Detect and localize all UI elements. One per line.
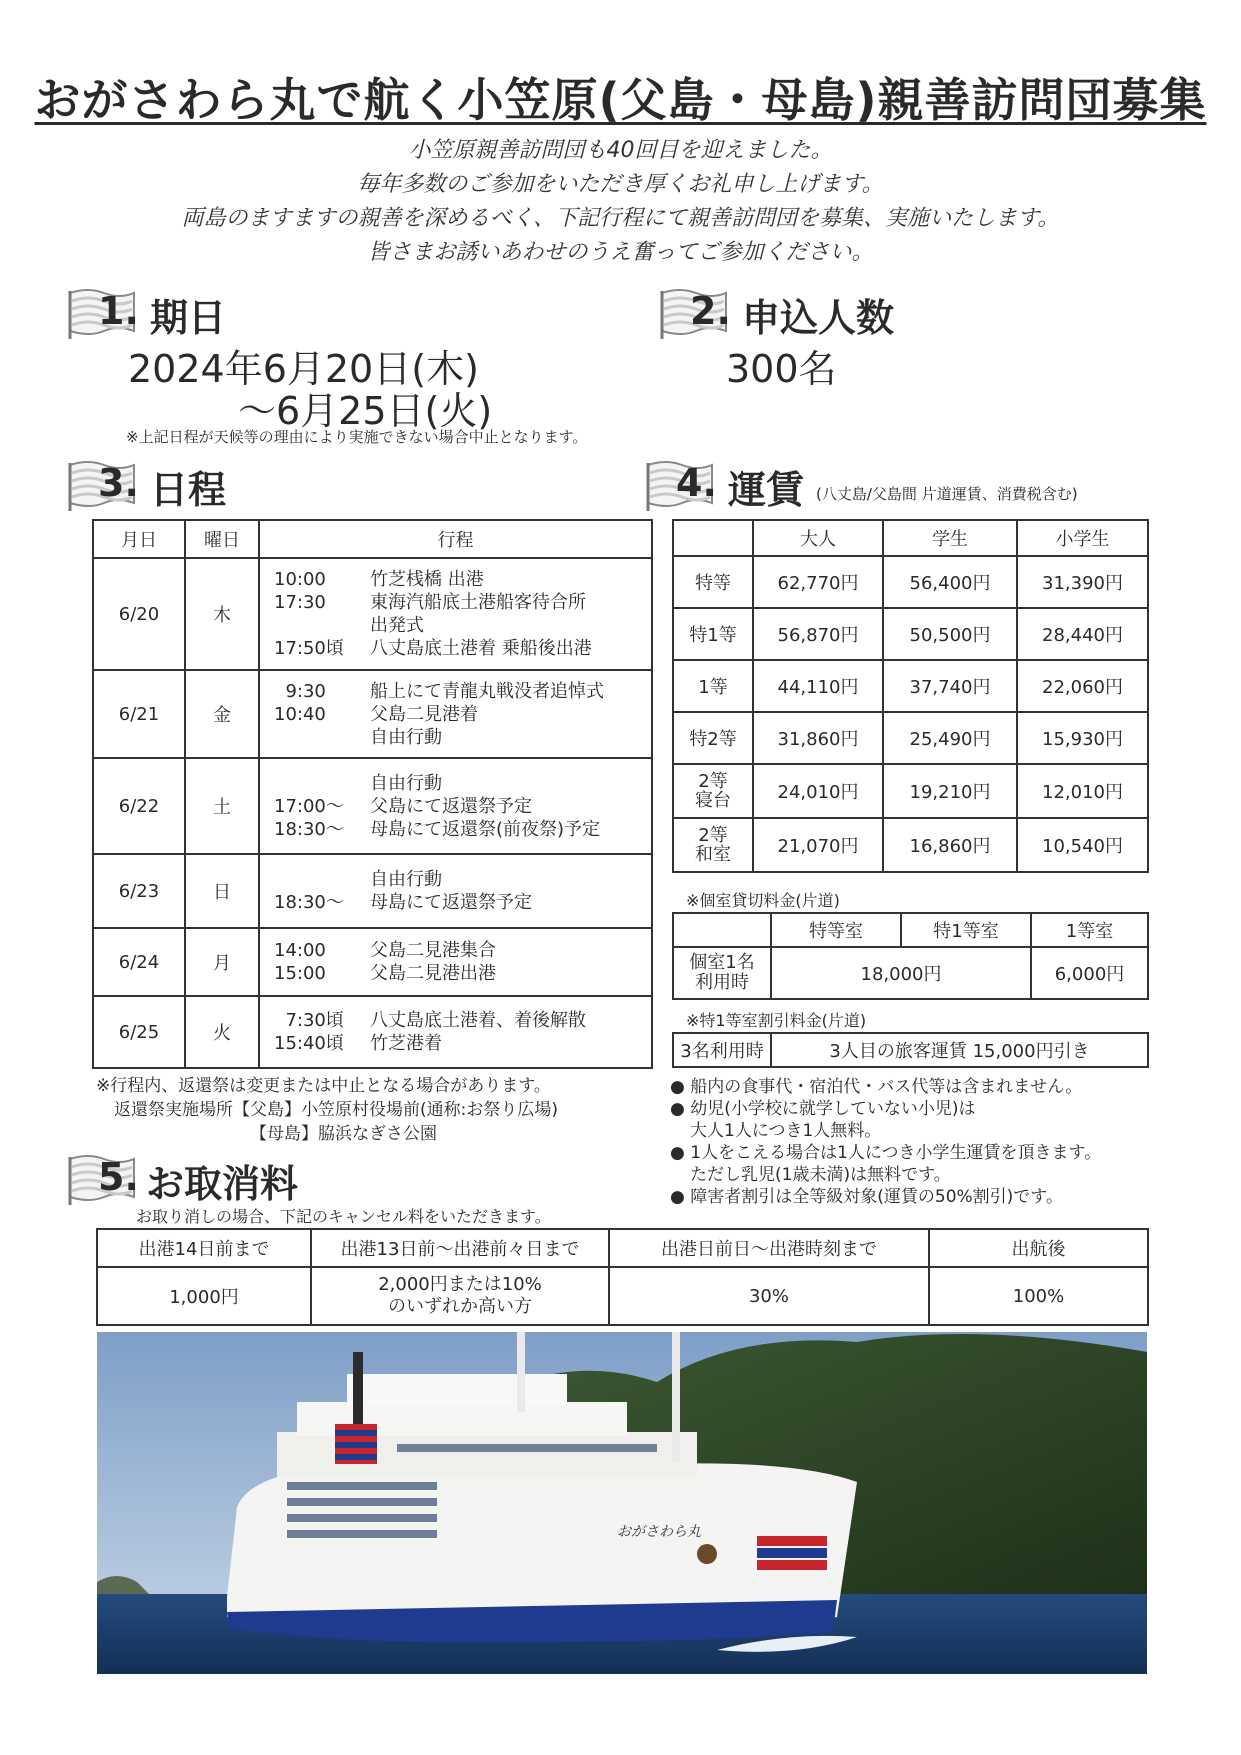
section-title: 日程 bbox=[150, 467, 227, 512]
section-number: 2. bbox=[690, 289, 731, 333]
bullet-text: 幼児(小学校に就学していない小児)は bbox=[690, 1099, 976, 1119]
flag-icon bbox=[68, 1153, 139, 1207]
item-desc: 船上にて青龍丸戦没者追悼式 bbox=[370, 680, 604, 702]
schedule-table bbox=[92, 519, 653, 1069]
discount-label: 3名利用時 bbox=[673, 1033, 771, 1067]
schedule-date: 6/23 bbox=[93, 854, 185, 928]
schedule-dow: 月 bbox=[185, 928, 259, 996]
private-value: 6,000円 bbox=[1031, 947, 1148, 999]
fare-value: 10,540円 bbox=[1017, 818, 1148, 872]
flag-icon bbox=[68, 287, 139, 341]
flag-icon bbox=[660, 287, 731, 341]
private-room-title: ※個室貸切料金(片道) bbox=[686, 891, 840, 910]
schedule-items bbox=[259, 758, 652, 854]
label-line: 個室1名 bbox=[689, 952, 755, 973]
fare-class: 1等 bbox=[673, 660, 753, 712]
item-desc: 東海汽船底土港船客待合所 bbox=[370, 592, 586, 613]
item-desc: 八丈島底土港着 乗船後出港 bbox=[370, 638, 592, 659]
table-row bbox=[93, 854, 652, 928]
table-header: 特等室 bbox=[771, 913, 901, 947]
fare-class: 特1等 bbox=[673, 608, 753, 660]
section-title: お取消料 bbox=[146, 1161, 299, 1206]
item-desc: 父島二見港着 bbox=[370, 703, 478, 725]
item-desc: 父島二見港出港 bbox=[370, 963, 496, 984]
ship-name-text: おがさわら丸 bbox=[617, 1524, 701, 1540]
fare-value: 56,400円 bbox=[883, 556, 1017, 608]
section-4-heading bbox=[646, 458, 1078, 514]
list-item: ● 1人をこえる場合は1人につき小学生運賃を頂きます。 ただし乳児(1歳未満)は無料です。 bbox=[670, 1143, 1102, 1185]
intro-text bbox=[0, 134, 1241, 270]
fare-value: 25,490円 bbox=[883, 712, 1017, 764]
private-row-label bbox=[673, 947, 771, 999]
fare-value: 16,860円 bbox=[883, 818, 1017, 872]
item-time bbox=[274, 614, 370, 637]
fare-class bbox=[673, 818, 753, 872]
fare-notes bbox=[670, 1076, 1101, 1208]
bullet-text: 障害者割引は全等級対象(運賃の50%割引)です。 bbox=[690, 1187, 1063, 1207]
item-time: 10:40 bbox=[274, 703, 326, 725]
item-time: 10:00 bbox=[274, 569, 326, 590]
cancel-note: お取り消しの場合、下記のキャンセル料をいただきます。 bbox=[136, 1207, 551, 1226]
fare-value: 50,500円 bbox=[883, 608, 1017, 660]
table-header: 1等室 bbox=[1031, 913, 1148, 947]
fare-value: 12,010円 bbox=[1017, 764, 1148, 818]
table-header: 小学生 bbox=[1017, 520, 1148, 556]
cancel-fee: 1,000円 bbox=[97, 1267, 311, 1325]
cancel-fee-line: 2,000円または10% bbox=[378, 1274, 542, 1295]
item-desc: 父島二見港集合 bbox=[370, 940, 496, 961]
item-time: 15:00 bbox=[274, 963, 326, 984]
table-header: 月日 bbox=[93, 520, 185, 558]
fare-value: 28,440円 bbox=[1017, 608, 1148, 660]
schedule-notes bbox=[96, 1074, 558, 1146]
item-time bbox=[274, 726, 370, 749]
table-header: 出港14日前まで bbox=[97, 1229, 311, 1267]
schedule-items bbox=[259, 854, 652, 928]
schedule-dow: 土 bbox=[185, 758, 259, 854]
table-row bbox=[93, 928, 652, 996]
schedule-date: 6/24 bbox=[93, 928, 185, 996]
section-number: 5. bbox=[98, 1155, 139, 1199]
fare-class: 特2等 bbox=[673, 712, 753, 764]
label-line: 利用時 bbox=[695, 972, 749, 993]
fare-value: 19,210円 bbox=[883, 764, 1017, 818]
table-row bbox=[673, 660, 1148, 712]
table-row bbox=[97, 1267, 1148, 1325]
fare-class-line: 2等 bbox=[698, 771, 728, 792]
item-desc: 出発式 bbox=[370, 615, 424, 636]
item-time: 15:40頃 bbox=[274, 1033, 344, 1054]
section-5-heading bbox=[68, 1152, 298, 1208]
cancel-fee-line: のいずれか高い方 bbox=[388, 1296, 532, 1317]
schedule-items bbox=[259, 670, 652, 758]
bullet-text: ただし乳児(1歳未満)は無料です。 bbox=[690, 1165, 951, 1185]
item-time bbox=[274, 868, 370, 891]
date-range-end: 〜6月25日(火) bbox=[238, 389, 493, 433]
fare-class-line: 2等 bbox=[698, 825, 728, 846]
table-row bbox=[673, 764, 1148, 818]
item-time: 18:30〜 bbox=[274, 892, 344, 913]
discount-title: ※特1等室割引料金(片道) bbox=[686, 1011, 867, 1030]
fare-value: 31,390円 bbox=[1017, 556, 1148, 608]
intro-line: 両島のますますの親善を深めるべく、下記行程にて親善訪問団を募集、実施いたします。 bbox=[181, 206, 1060, 231]
fare-value: 62,770円 bbox=[753, 556, 883, 608]
item-desc: 母島にて返還祭予定 bbox=[370, 892, 532, 913]
table-row bbox=[673, 818, 1148, 872]
cancellation-table bbox=[96, 1228, 1149, 1326]
item-time: 17:00〜 bbox=[274, 795, 344, 817]
list-item: ● 障害者割引は全等級対象(運賃の50%割引)です。 bbox=[670, 1187, 1063, 1207]
fare-value: 21,070円 bbox=[753, 818, 883, 872]
section-3-heading bbox=[68, 458, 226, 514]
section-number: 1. bbox=[98, 289, 139, 333]
item-time: 18:30〜 bbox=[274, 818, 344, 840]
cancel-fee bbox=[311, 1267, 609, 1325]
schedule-date: 6/25 bbox=[93, 996, 185, 1068]
cancel-fee: 100% bbox=[929, 1267, 1148, 1325]
section-1-heading bbox=[68, 286, 226, 342]
table-row bbox=[93, 758, 652, 854]
item-desc: 自由行動 bbox=[370, 772, 442, 794]
private-room-table bbox=[672, 912, 1149, 1000]
table-row bbox=[93, 558, 652, 670]
table-header: 出港13日前〜出港前々日まで bbox=[311, 1229, 609, 1267]
section-2-heading bbox=[660, 286, 894, 342]
schedule-items bbox=[259, 558, 652, 670]
table-header: 学生 bbox=[883, 520, 1017, 556]
table-row bbox=[93, 996, 652, 1068]
fare-table bbox=[672, 519, 1149, 873]
fare-value: 31,860円 bbox=[753, 712, 883, 764]
table-header: 曜日 bbox=[185, 520, 259, 558]
table-header: 特1等室 bbox=[901, 913, 1031, 947]
list-item: ● 船内の食事代・宿泊代・バス代等は含まれません。 bbox=[670, 1077, 1083, 1097]
table-header: 出航後 bbox=[929, 1229, 1148, 1267]
item-time: 17:30 bbox=[274, 592, 326, 613]
bullet-text: 大人1人につき1人無料。 bbox=[690, 1121, 882, 1141]
fare-class-line: 和室 bbox=[695, 844, 731, 865]
fare-value: 22,060円 bbox=[1017, 660, 1148, 712]
table-header bbox=[673, 913, 771, 947]
discount-table bbox=[672, 1032, 1149, 1068]
table-row bbox=[673, 712, 1148, 764]
schedule-date: 6/21 bbox=[93, 670, 185, 758]
table-header: 大人 bbox=[753, 520, 883, 556]
schedule-items bbox=[259, 996, 652, 1068]
schedule-items bbox=[259, 928, 652, 996]
table-header bbox=[673, 520, 753, 556]
date-note: ※上記日程が天候等の理由により実施できない場合中止となります。 bbox=[126, 428, 588, 446]
section-number: 3. bbox=[98, 461, 139, 505]
item-time bbox=[274, 772, 370, 795]
item-desc: 八丈島底土港着、着後解散 bbox=[370, 1010, 586, 1031]
table-row bbox=[673, 947, 1148, 999]
schedule-dow: 火 bbox=[185, 996, 259, 1068]
item-desc: 竹芝港着 bbox=[370, 1033, 442, 1054]
discount-value: 3人目の旅客運賃 15,000円引き bbox=[771, 1033, 1148, 1067]
fare-value: 44,110円 bbox=[753, 660, 883, 712]
item-time: 7:30頃 bbox=[274, 1010, 344, 1031]
section-number: 4. bbox=[676, 461, 717, 505]
item-desc: 父島にて返還祭予定 bbox=[370, 795, 532, 817]
intro-line: 小笠原親善訪問団も40回目を迎えました。 bbox=[408, 138, 833, 163]
schedule-date: 6/20 bbox=[93, 558, 185, 670]
item-desc: 自由行動 bbox=[370, 726, 442, 748]
table-row bbox=[93, 670, 652, 758]
section-title: 申込人数 bbox=[742, 295, 895, 340]
cancel-fee: 30% bbox=[609, 1267, 929, 1325]
schedule-dow: 木 bbox=[185, 558, 259, 670]
flag-icon bbox=[68, 459, 139, 513]
item-time: 9:30 bbox=[274, 680, 326, 702]
note-line: 返還祭実施場所【父島】小笠原村役場前(通称:お祭り広場) bbox=[114, 1100, 558, 1120]
section-subtitle: (八丈島/父島間 片道運賃、消費税含む) bbox=[816, 484, 1078, 503]
item-desc: 自由行動 bbox=[370, 869, 442, 890]
section-title: 運賃 bbox=[728, 467, 805, 512]
schedule-date: 6/22 bbox=[93, 758, 185, 854]
ship-photo bbox=[97, 1332, 1147, 1674]
bullet-text: 船内の食事代・宿泊代・バス代等は含まれません。 bbox=[690, 1077, 1083, 1097]
bullet-text: 1人をこえる場合は1人につき小学生運賃を頂きます。 bbox=[690, 1143, 1102, 1163]
note-line: ※行程内、返還祭は変更または中止となる場合があります。 bbox=[96, 1076, 551, 1096]
table-header: 出港日前日〜出港時刻まで bbox=[609, 1229, 929, 1267]
note-line: 【母島】脇浜なぎさ公園 bbox=[250, 1124, 437, 1144]
schedule-dow: 日 bbox=[185, 854, 259, 928]
applicant-count: 300名 bbox=[726, 347, 837, 391]
date-range-start: 2024年6月20日(木) bbox=[128, 347, 479, 391]
intro-line: 毎年多数のご参加をいただき厚くお礼申し上げます。 bbox=[357, 172, 884, 197]
section-title: 期日 bbox=[150, 295, 227, 340]
table-row bbox=[673, 556, 1148, 608]
fare-value: 24,010円 bbox=[753, 764, 883, 818]
fare-value: 56,870円 bbox=[753, 608, 883, 660]
list-item: ● 幼児(小学校に就学していない小児)は 大人1人につき1人無料。 bbox=[670, 1099, 976, 1141]
schedule-dow: 金 bbox=[185, 670, 259, 758]
table-row bbox=[673, 1033, 1148, 1067]
fare-value: 15,930円 bbox=[1017, 712, 1148, 764]
fare-class bbox=[673, 764, 753, 818]
fare-class: 特等 bbox=[673, 556, 753, 608]
intro-line: 皆さまお誘いあわせのうえ奮ってご参加ください。 bbox=[367, 240, 874, 265]
table-header: 行程 bbox=[259, 520, 652, 558]
table-row bbox=[673, 608, 1148, 660]
private-value: 18,000円 bbox=[771, 947, 1031, 999]
item-desc: 竹芝桟橋 出港 bbox=[370, 569, 484, 590]
fare-value: 37,740円 bbox=[883, 660, 1017, 712]
item-desc: 母島にて返還祭(前夜祭)予定 bbox=[370, 818, 601, 840]
fare-class-line: 寝台 bbox=[695, 790, 731, 811]
page-title: おがさわら丸で航く小笠原(父島・母島)親善訪問団募集 bbox=[34, 73, 1207, 127]
item-time: 17:50頃 bbox=[274, 638, 344, 659]
flag-icon bbox=[646, 459, 717, 513]
item-time: 14:00 bbox=[274, 940, 326, 961]
